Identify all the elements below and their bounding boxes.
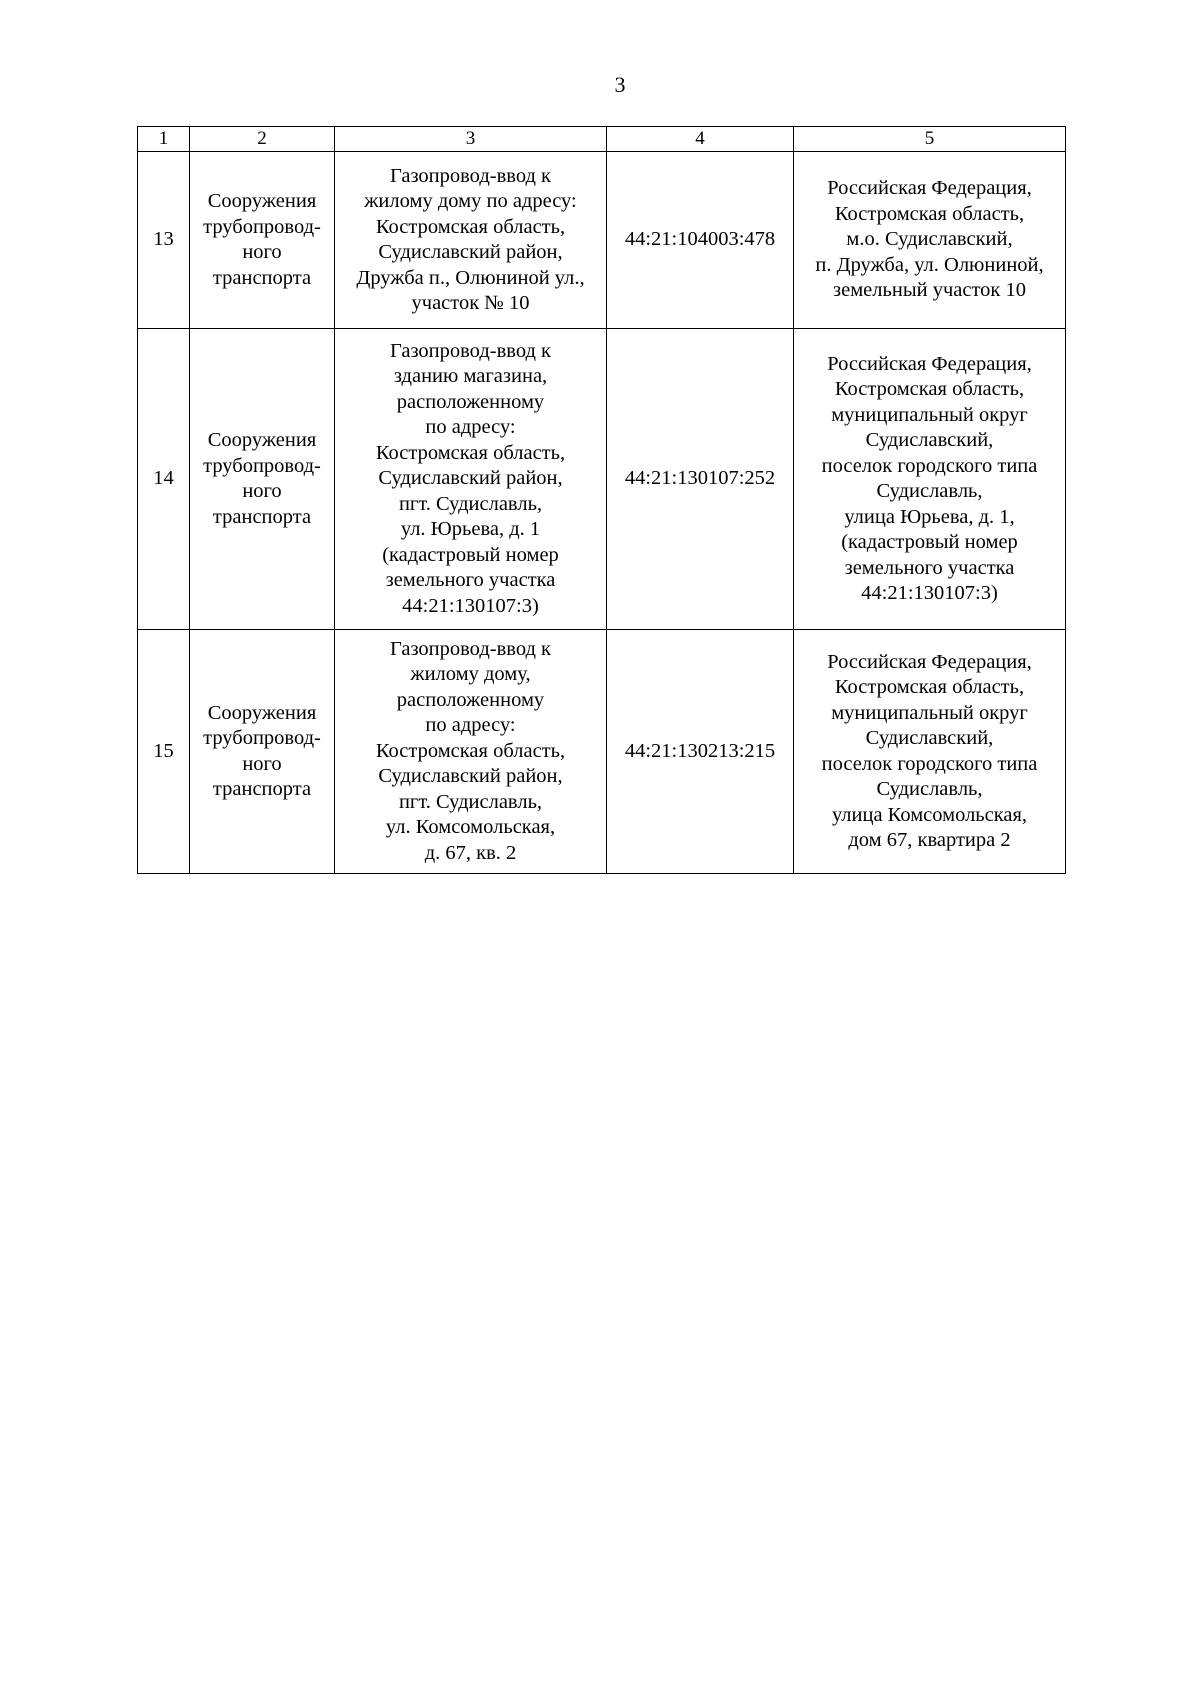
table-row — [138, 329, 1066, 630]
table-row — [138, 152, 1066, 329]
row-number: 14 — [138, 329, 190, 630]
object-type: Сооружения трубопровод- ного транспорта — [190, 329, 335, 630]
header-col-1: 1 — [138, 127, 190, 152]
object-name: Газопровод-ввод к жилому дому, расположенному по адресу: Костромская область, Судиславский район, пгт. Судиславль, ул. Комсомольская, д. 67, кв. 2 — [335, 630, 607, 874]
table-row — [138, 630, 1066, 874]
header-row — [138, 127, 1066, 152]
object-address: Российская Федерация, Костромская область, муниципальный округ Судиславский, поселок городского типа Судиславль, улица Юрьева, д. 1, (кадастровый номер земельного участка 44:21:130107:3) — [794, 329, 1066, 630]
cadastral-number: 44:21:130213:215 — [607, 630, 794, 874]
object-name: Газопровод-ввод к жилому дому по адресу: Костромская область, Судиславский район, Дружба п., Олюниной ул., участок № 10 — [335, 152, 607, 329]
row-number: 13 — [138, 152, 190, 329]
object-address: Российская Федерация, Костромская область, муниципальный округ Судиславский, поселок городского типа Судиславль, улица Комсомольская, дом 67, квартира 2 — [794, 630, 1066, 874]
header-col-5: 5 — [794, 127, 1066, 152]
page-number: 3 — [614, 72, 626, 97]
registry-table — [137, 126, 1066, 874]
object-type: Сооружения трубопровод- ного транспорта — [190, 630, 335, 874]
row-number: 15 — [138, 630, 190, 874]
cadastral-number: 44:21:130107:252 — [607, 329, 794, 630]
object-name: Газопровод-ввод к зданию магазина, расположенному по адресу: Костромская область, Судиславский район, пгт. Судиславль, ул. Юрьева, д. 1 (кадастровый номер земельного участка 44:21:130107:3) — [335, 329, 607, 630]
header-col-2: 2 — [190, 127, 335, 152]
object-type: Сооружения трубопровод- ного транспорта — [190, 152, 335, 329]
object-address: Российская Федерация, Костромская область, м.о. Судиславский, п. Дружба, ул. Олюниной, земельный участок 10 — [794, 152, 1066, 329]
header-col-4: 4 — [607, 127, 794, 152]
header-col-3: 3 — [335, 127, 607, 152]
cadastral-number: 44:21:104003:478 — [607, 152, 794, 329]
